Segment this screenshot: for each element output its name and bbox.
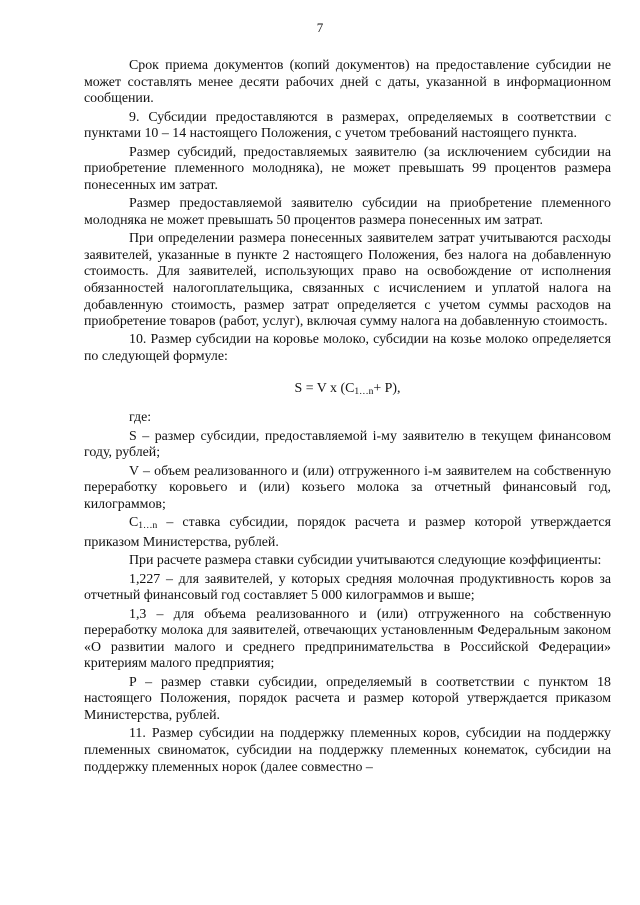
paragraph-item-9: 9. Субсидии предоставляются в размерах, определяемых в соответствии с пунктами 10 – 14 настоящего Положения, с учетом требований настоящего пункта. bbox=[84, 109, 611, 142]
document-body bbox=[84, 58, 611, 778]
formula bbox=[84, 381, 611, 401]
paragraph-subsidy-limit-99: Размер субсидий, предоставляемых заявителю (за исключением субсидии на приобретение племенного молодняка), не может превышать 99 процентов размера понесенных им затрат. bbox=[84, 144, 611, 193]
paragraph-item-10: 10. Размер субсидии на коровье молоко, субсидии на козье молоко определяется по следующей формуле: bbox=[84, 332, 611, 365]
paragraph-subsidy-limit-50: Размер предоставляемой заявителю субсидии на приобретение племенного молодняка не может превышать 50 процентов размера понесенных им затрат. bbox=[84, 196, 611, 228]
formula-subscript: 1…n bbox=[354, 386, 374, 397]
definition-c-symbol: C bbox=[129, 515, 139, 531]
definition-c-subscript: 1…n bbox=[138, 521, 158, 532]
formula-left: S = V x (C bbox=[294, 380, 355, 396]
where-label: где: bbox=[129, 410, 152, 426]
definition-v: V – объем реализованного и (или) отгруженного i-м заявителем на собственную переработку коровьего и (или) козьего молока за отчетный финансовый год, килограммов; bbox=[84, 463, 611, 512]
paragraph-item-11: 11. Размер субсидии на поддержку племенных коров, субсидии на поддержку племенных свиноматок, субсидии на поддержку племенных конематок, субсидии на поддержку племенных норок (далее совместно – bbox=[84, 726, 611, 775]
definition-p: P – размер ставки субсидии, определяемый в соответствии с пунктом 18 настоящего Положения, порядок расчета и размер которой утверждается приказом Министерства, рублей. bbox=[84, 674, 611, 723]
page-number: 7 bbox=[316, 20, 324, 35]
coefficient-13: 1,3 – для объема реализованного и (или) отгруженного на собственную переработку молока для заявителей, отвечающих установленным Федеральным законом «О развитии малого и среднего предпринимательства в Российской Федерации» критериям малого предприятия; bbox=[84, 606, 611, 672]
formula-right: + P), bbox=[373, 380, 401, 396]
definition-c-text: – ставка субсидии, порядок расчета и размер которой утверждается приказом Министерства, рублей. bbox=[84, 515, 611, 550]
paragraph-submission-period: Срок приема документов (копий документов) на предоставление субсидии не может составлять менее десяти рабочих дней с даты, указанной в информационном сообщении. bbox=[84, 58, 611, 107]
definition-c bbox=[84, 515, 611, 551]
coefficient-1227: 1,227 – для заявителей, у которых средняя молочная продуктивность коров за отчетный финансовый год составляет 5 000 килограммов и выше; bbox=[84, 571, 611, 604]
definition-s: S – размер субсидии, предоставляемой i-му заявителю в текущем финансовом году, рублей; bbox=[84, 428, 611, 461]
paragraph-costs-determination: При определении размера понесенных заявителем затрат учитываются расходы заявителей, указанные в пункте 2 настоящего Положения, без налога на добавленную стоимость. Для заявителей, использующих право на освобождение от исполнения обязанностей налогоплательщика, связанных с исчислением и уплатой налога на добавленную стоимость, размер затрат определяется с учетом суммы расходов на приобретение товаров (работ, услуг), включая сумму налога на добавленную стоимость. bbox=[84, 231, 611, 330]
paragraph-coefficients: При расчете размера ставки субсидии учитываются следующие коэффициенты: bbox=[129, 553, 602, 569]
